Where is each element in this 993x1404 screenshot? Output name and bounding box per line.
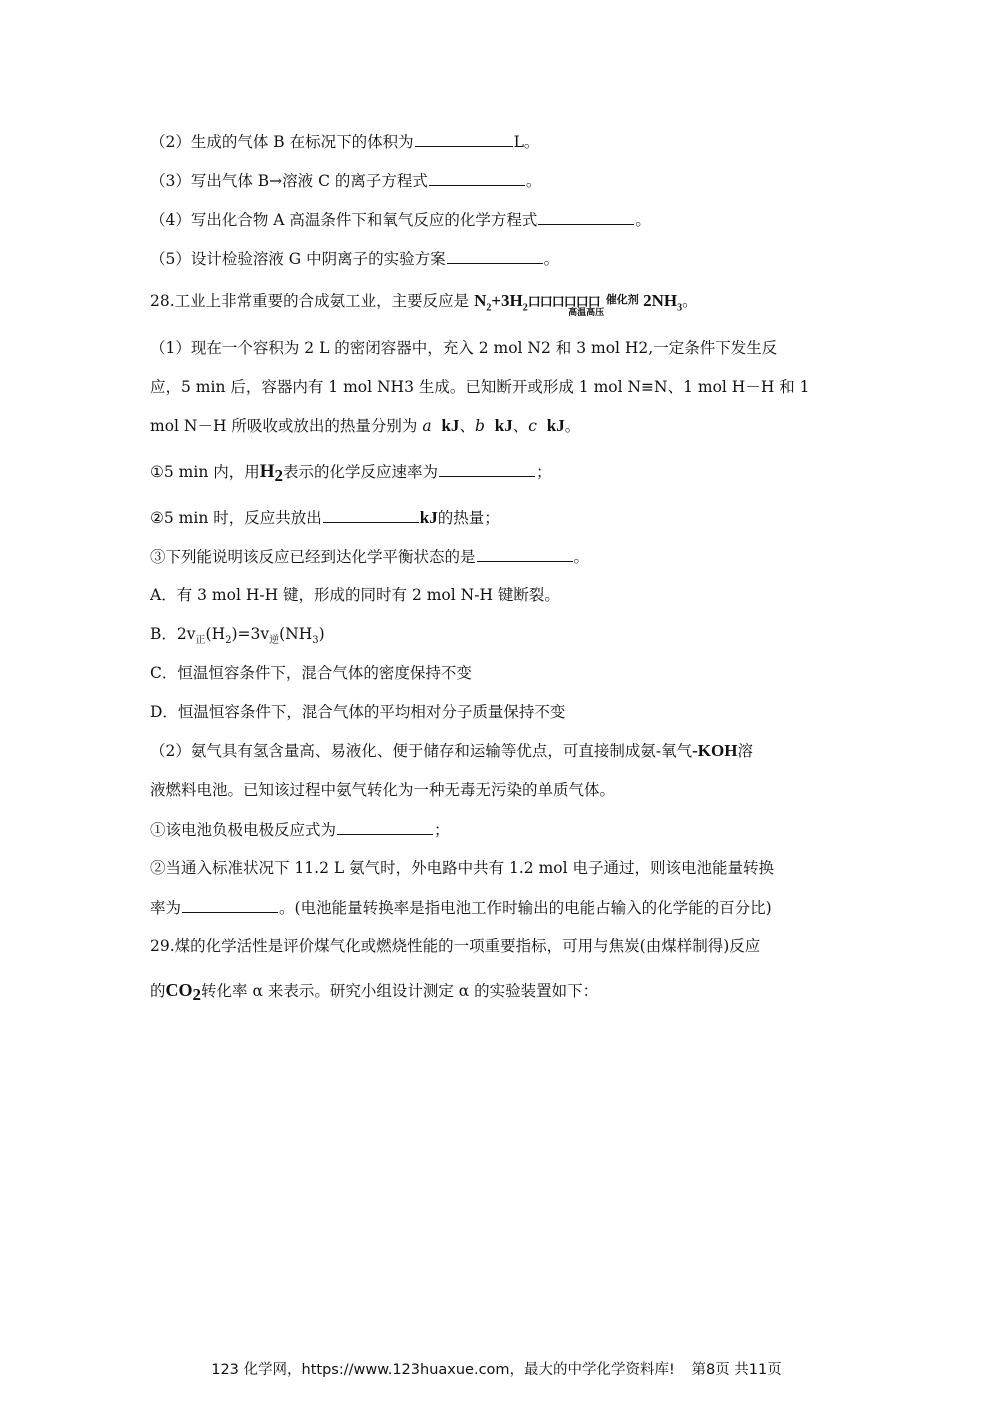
subquestion-3: ③下列能说明该反应已经到达化学平衡状态的是 。 [150,548,590,566]
part-1-line-b: 应，5 min 后，容器内有 1 mol NH3 生成。已知断开或形成 1 mol N≡N、1 mol H－H 和 1 [150,378,810,396]
footer-page-number: 第8页 共11页 [691,1362,782,1378]
answer-blank[interactable] [415,131,513,147]
part-1-line-a: （1）现在一个容积为 2 L 的密闭容器中，充入 2 mol N2 和 3 mol H2,一定条件下发生反 [150,339,778,357]
answer-blank[interactable] [447,248,543,264]
condition-label: 高温高压 [568,308,605,318]
question-29-line-a: 29.煤的化学活性是评价煤气化或燃烧性能的一项重要指标，可用与焦炭(由煤样制得)反应 [150,937,761,955]
subquestion-t1: ①该电池负极电极反应式为 ； [150,821,450,839]
part-2-line-b: 液燃料电池。已知该过程中氨气转化为一种无毒无污染的单质气体。 [150,781,616,799]
question-2: （2）生成的气体 B 在标况下的体积为 L。 [150,133,540,151]
part-2-line-a: （2）氨气具有氢含量高、易液化、便于储存和运输等优点，可直接制成氨-氧气-KOH溶 [150,741,753,760]
subquestion-2: ②5 min 时，反应共放出 kJ的热量； [150,508,500,527]
option-a: A．有 3 mol H-H 键，形成的同时有 2 mol N-H 键断裂。 [150,586,560,604]
answer-blank[interactable] [429,170,525,186]
answer-blank[interactable] [337,819,433,835]
question-29-line-b: 的$CO_2$转化率 α 来表示。研究小组设计测定 α 的实验装置如下： [150,980,599,1005]
answer-blank[interactable] [538,209,634,225]
question-5: （5）设计检验溶液 G 中阴离子的实验方案 。 [150,250,560,268]
footer-site: 123 化学网，https://www.123huaxue.com，最大的中学化学资料库! [211,1362,675,1378]
question-3: （3）写出气体 B→溶液 C 的离子方程式 。 [150,172,542,190]
subquestion-t2-a: ②当通入标准状况下 11.2 L 氨气时，外电路中共有 1.2 mol 电子通过，则该电池能量转换 [150,859,775,877]
answer-blank[interactable] [182,897,278,913]
option-b: B．$2v_正(H_2)=3v_逆(NH_3)$ [150,625,325,647]
question-4: （4）写出化合物 A 高温条件下和氧气反应的化学方程式 。 [150,211,651,229]
subquestion-1: ①5 min 内，用$H_2$表示的化学反应速率为 ； [150,461,552,486]
answer-blank[interactable] [323,507,419,523]
answer-blank[interactable] [439,461,535,477]
option-c: C．恒温恒容条件下，混合气体的密度保持不变 [150,664,472,682]
ammonia-equation: $N_2+3H_2$口口口口口口 催化剂 高温高压 $2NH_3$ [474,291,682,318]
part-1-line-c: mol N－H 所吸收或放出的热量分别为 a kJ、b kJ、c kJ。 [150,416,581,435]
page-footer [0,1358,993,1379]
question-28-intro: 28.工业上非常重要的合成氨工业，主要反应是 $N_2+3H_2$口口口口口口 催化剂 高温高压 $2NH_3$。 [150,291,698,318]
answer-blank[interactable] [477,546,573,562]
option-d: D．恒温恒容条件下，混合气体的平均相对分子质量保持不变 [150,703,566,721]
subquestion-t2-b: 率为 。(电池能量转换率是指电池工作时输出的电能占输入的化学能的百分比) [150,899,772,917]
catalyst-label: 催化剂 [605,293,639,306]
